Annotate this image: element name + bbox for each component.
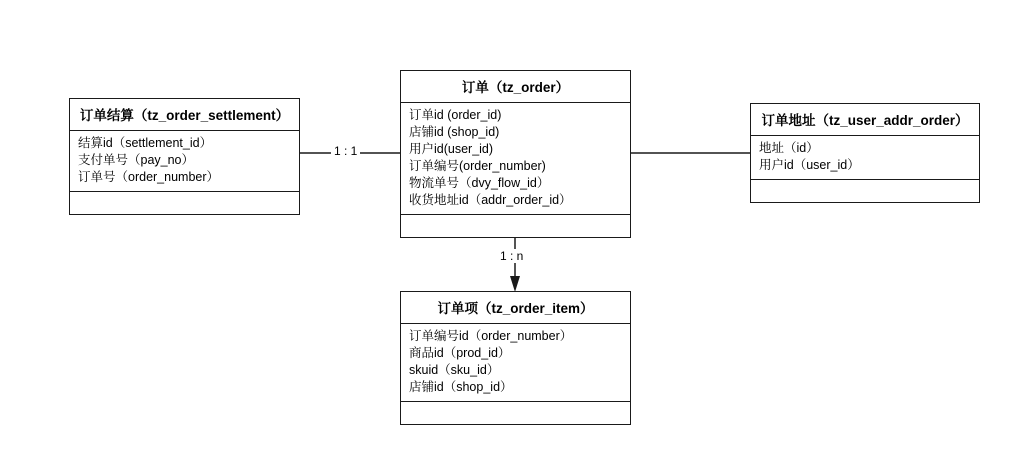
entity-tz-order[interactable] — [400, 70, 631, 238]
attribute: 店铺id（shop_id） — [409, 380, 513, 394]
entity-tz-order-item[interactable] — [400, 291, 631, 425]
attribute: 用户id（user_id） — [759, 158, 860, 172]
attribute: 店铺id (shop_id) — [409, 125, 500, 139]
attribute: 结算id（settlement_id） — [78, 136, 213, 150]
arrow-order-item — [510, 276, 520, 292]
entity-title: 订单地址（tz_user_addr_order） — [751, 104, 979, 136]
attribute: 支付单号（pay_no） — [78, 153, 195, 167]
attribute: skuid（sku_id） — [409, 363, 500, 377]
entity-footer — [401, 402, 630, 424]
entity-footer — [751, 180, 979, 202]
attribute: 物流单号（dvy_flow_id） — [409, 176, 550, 190]
entity-title: 订单（tz_order） — [401, 71, 630, 103]
relation-label-settlement-order: 1 : 1 — [331, 144, 360, 158]
attribute: 用户id(user_id) — [409, 142, 494, 156]
entity-attributes — [401, 103, 630, 215]
entity-tz-order-settlement[interactable] — [69, 98, 300, 215]
attribute: 订单编号(order_number) — [409, 159, 546, 173]
entity-footer — [401, 215, 630, 237]
entity-title: 订单结算（tz_order_settlement） — [70, 99, 299, 131]
entity-attributes — [401, 324, 630, 402]
attribute: 地址（id） — [759, 141, 819, 155]
entity-tz-user-addr-order[interactable] — [750, 103, 980, 203]
entity-attributes — [70, 131, 299, 192]
entity-title: 订单项（tz_order_item） — [401, 292, 630, 324]
attribute: 收货地址id（addr_order_id） — [409, 193, 572, 207]
attribute: 订单编号id（order_number） — [409, 329, 573, 343]
attribute: 订单号（order_number） — [78, 170, 220, 184]
attribute: 商品id（prod_id） — [409, 346, 511, 360]
attribute: 订单id (order_id) — [409, 108, 502, 122]
entity-attributes — [751, 136, 979, 180]
relation-label-order-item: 1 : n — [497, 249, 526, 263]
entity-footer — [70, 192, 299, 214]
